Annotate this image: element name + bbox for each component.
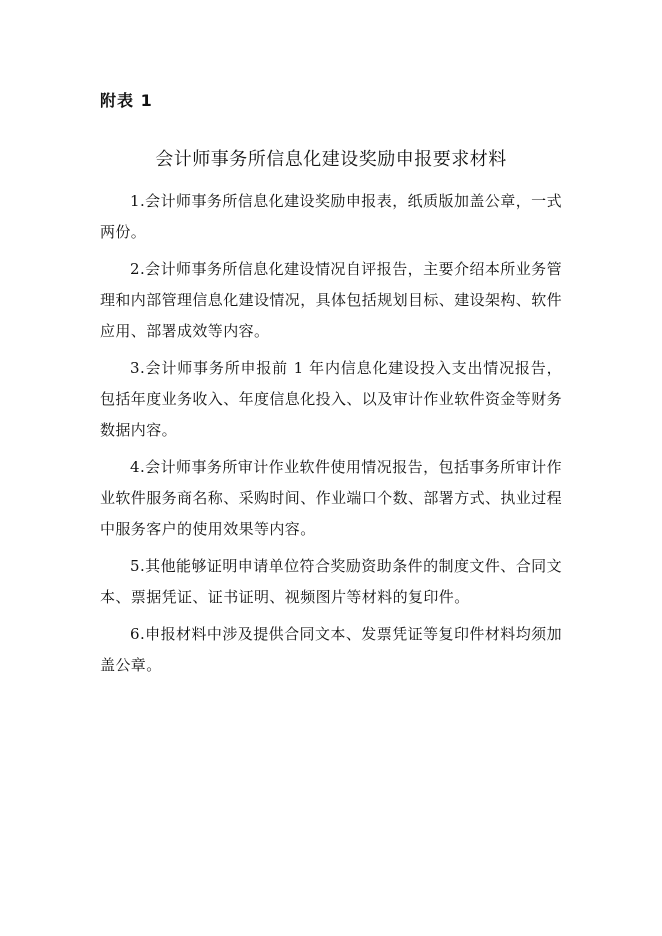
requirement-item-4: 4.会计师事务所审计作业软件使用情况报告，包括事务所审计作业软件服务商名称、采购时间、作业端口个数、部署方式、执业过程中服务客户的使用效果等内容。 [100, 458, 563, 538]
attachment-label: 附表 1 [100, 91, 153, 110]
document-title: 会计师事务所信息化建设奖励申报要求材料 [155, 149, 507, 170]
requirements-list [100, 186, 562, 687]
requirement-item-6: 6.申报材料中涉及提供合同文本、发票凭证等复印件材料均须加盖公章。 [100, 625, 562, 674]
requirement-item-3: 3.会计师事务所申报前 1 年内信息化建设投入支出情况报告，包括年度业务收入、年度信息化投入、以及审计作业软件资金等财务数据内容。 [100, 359, 563, 439]
requirement-item-2: 2.会计师事务所信息化建设情况自评报告，主要介绍本所业务管理和内部管理信息化建设情况，具体包括规划目标、建设架构、软件应用、部署成效等内容。 [100, 260, 563, 340]
requirement-item-1: 1.会计师事务所信息化建设奖励申报表，纸质版加盖公章，一式两份。 [100, 192, 562, 241]
requirement-item-5: 5.其他能够证明申请单位符合奖励资助条件的制度文件、合同文本、票据凭证、证书证明、视频图片等材料的复印件。 [100, 557, 562, 606]
